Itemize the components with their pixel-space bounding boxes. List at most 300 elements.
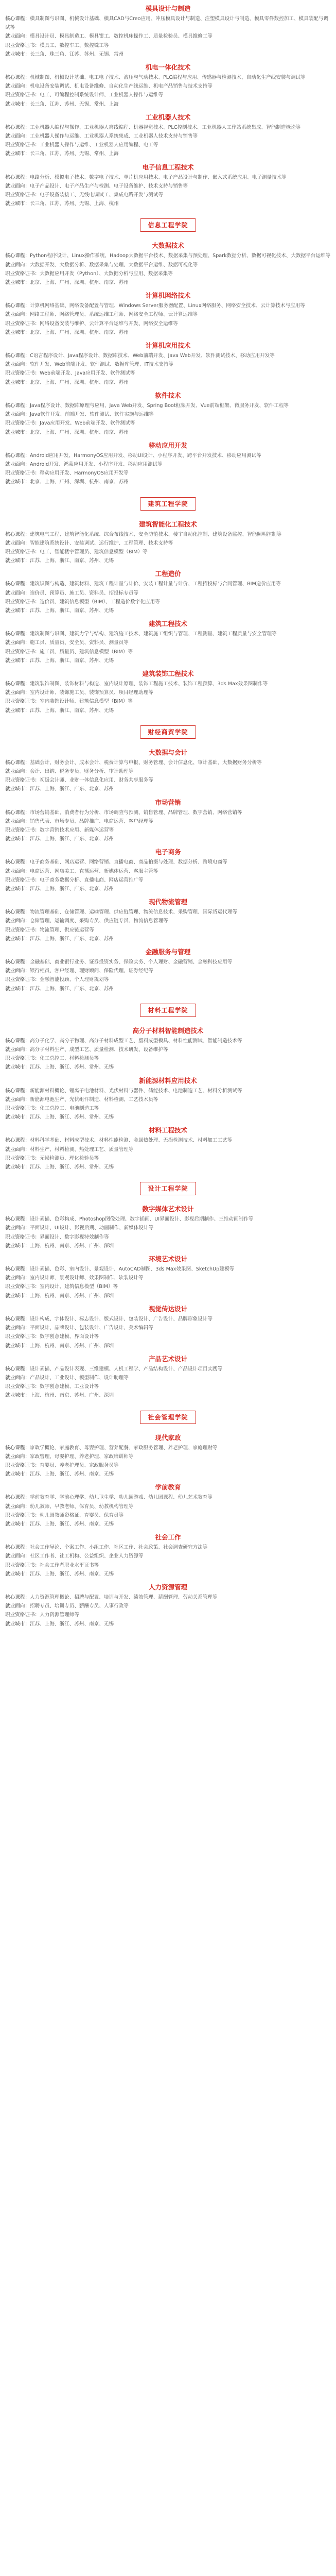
major-jobs-label: 就业面向：: [5, 768, 30, 774]
major-title: 高分子材料智能制造技术: [132, 1026, 204, 1035]
major-cities-row: [5, 1470, 331, 1479]
major-core-value: 物流管理基础、仓储管理、运输管理、供应链管理、物流信息技术、采购管理、国际货运代理等: [29, 909, 237, 916]
major-cert-label: 职业资格证书：: [5, 877, 40, 883]
major-cert-value: 网络设备安装与维护、云计算平台运维与开发、网络安全运维等: [40, 320, 178, 327]
major-cities-label: 就业城市：: [5, 558, 30, 564]
major-jobs-label: 就业面向：: [5, 1375, 30, 1381]
major-cert-row: [5, 776, 331, 785]
major-core-label: 核心课程：: [5, 1545, 30, 1551]
major-core-value: 学前教育学、学前心理学、幼儿卫生学、幼儿园游戏、幼儿园课程、幼儿艺术教育等: [29, 1495, 213, 1501]
major-core-row: [5, 580, 331, 588]
major-cert-label: 职业资格证书：: [5, 827, 40, 833]
major-cert-value: 数字创意建模、工业设计等: [40, 1384, 99, 1390]
major-jobs-value: 造价员、预算员、施工员、资料员、招投标专员等: [29, 590, 139, 596]
major-cert-value: 化工总控工、电池制造工等: [40, 1106, 99, 1112]
major-title: 移动应用开发: [148, 441, 187, 449]
major-core-value: 高分子化学、高分子物理、高分子材料成型工艺、塑料成型模具、材料性能测试、智能制造技术等: [29, 1038, 242, 1044]
major-core-value: 金融基础、商业银行业务、证券投资实务、保险实务、个人理财、金融营销、金融科技应用等: [29, 959, 233, 965]
major-core-value: 人力资源管理概论、招聘与配置、培训与开发、绩效管理、薪酬管理、劳动关系管理等: [29, 1594, 218, 1600]
major-core-label: 核心课程：: [5, 581, 30, 587]
major-title: 工程造价: [155, 570, 181, 578]
major-cities-label: 就业城市：: [5, 1064, 30, 1071]
college-title: 建筑工程学院: [140, 497, 196, 511]
major-title: 大数据与会计: [148, 748, 187, 756]
major-body: [5, 301, 331, 337]
major-core-label: 核心课程：: [5, 75, 30, 81]
major-cities-value: 江苏、上海、浙江、苏州、南京、无锡: [29, 1621, 114, 1627]
major-cities-label: 就业城市：: [5, 657, 30, 664]
major-cert-row: [5, 826, 331, 835]
major-jobs-value: 电商运营、网店美工、直播运营、新媒体运营、客服主管等: [29, 868, 158, 874]
major-cities-label: 就业城市：: [5, 1243, 30, 1249]
major-body: [5, 1136, 331, 1172]
major-cities-label: 就业城市：: [5, 607, 30, 614]
major-core-row: [5, 808, 331, 817]
major-core-label: 核心课程：: [5, 531, 30, 537]
major-cert-value: 幼儿园教师资格证、育婴员、保育员等: [40, 1512, 124, 1518]
major-cities-value: 上海、杭州、南京、苏州、广州、深圳: [29, 1343, 114, 1349]
major-cities-value: 江苏、上海、浙江、苏州、常州、无锡: [29, 1114, 114, 1121]
major-cities-row: [5, 835, 331, 843]
major-cities-row: [5, 935, 331, 943]
major-core-label: 核心课程：: [5, 452, 30, 459]
major-cert-row: [5, 469, 331, 478]
major-cities-label: 就业城市：: [5, 1293, 30, 1299]
major-core-row: [5, 1493, 331, 1502]
major-cities-label: 就业城市：: [5, 51, 30, 57]
major-core-value: 电路分析、模拟电子技术、数字电子技术、单片机应用技术、电子产品设计与制作、嵌入式系统应用、电子测量技术等: [29, 174, 287, 180]
major-cities-value: 上海、杭州、南京、苏州、广州、深圳: [29, 1393, 114, 1399]
major-block: [5, 947, 331, 993]
major-cities-label: 就业城市：: [5, 707, 30, 714]
major-cities-row: [5, 1242, 331, 1250]
major-core-value: 建筑识图与构造、建筑材料、建筑工程计量与计价、安装工程计量与计价、工程招投标与合同管理、BIM造价应用等: [29, 581, 281, 587]
major-core-value: 设计构成、字体设计、标志设计、版式设计、包装设计、广告设计、品牌形象设计等: [29, 1316, 213, 1322]
major-cert-row: [5, 1154, 331, 1163]
major-body: [5, 1493, 331, 1529]
major-jobs-value: 家政管理、母婴护理、养老护理、家政培训师等: [29, 1453, 134, 1460]
major-cities-label: 就业城市：: [5, 936, 30, 942]
major-jobs-label: 就业面向：: [5, 1503, 30, 1510]
major-cities-label: 就业城市：: [5, 1471, 30, 1478]
major-jobs-value: 施工员、质量员、安全员、资料员、测量员等: [29, 640, 129, 646]
major-cities-row: [5, 556, 331, 565]
major-jobs-row: [5, 589, 331, 598]
major-title: 人力资源管理: [148, 1583, 187, 1591]
major-cities-row: [5, 656, 331, 665]
major-cities-row: [5, 1391, 331, 1400]
major-core-row: [5, 1265, 331, 1274]
major-core-label: 核心课程：: [5, 1366, 30, 1372]
major-cities-label: 就业城市：: [5, 329, 30, 335]
major-core-row: [5, 858, 331, 867]
major-body: [5, 1315, 331, 1350]
major-jobs-label: 就业面向：: [5, 362, 30, 368]
major-block: [5, 241, 331, 287]
major-cities-label: 就业城市：: [5, 280, 30, 286]
major-cert-row: [5, 975, 331, 984]
major-jobs-row: [5, 1045, 331, 1054]
major-cities-row: [5, 885, 331, 893]
major-core-row: [5, 1215, 331, 1224]
major-cert-value: 人力资源管理师等: [40, 1612, 79, 1618]
major-core-label: 核心课程：: [5, 859, 30, 866]
major-cert-label: 职业资格证书：: [5, 1512, 40, 1518]
major-cities-label: 就业城市：: [5, 1164, 30, 1171]
major-cities-value: 北京、上海、广州、深圳、杭州、南京、苏州: [29, 379, 129, 385]
major-core-value: 工业机器人编程与操作、工业机器人离线编程、机器视觉技术、PLC控制技术、工业机器人工作站系统集成、智能制造概论等: [29, 124, 301, 130]
major-cert-value: 无损检测员、理化检验员等: [40, 1155, 99, 1161]
major-jobs-row: [5, 1502, 331, 1511]
college-banner: [5, 1411, 331, 1424]
major-cert-label: 职业资格证书：: [5, 649, 40, 655]
major-cert-value: 初级会计师、业财一体信息化应用、财务共享服务等: [40, 777, 153, 784]
major-cities-value: 北京、上海、广州、深圳、杭州、南京、苏州: [29, 280, 129, 286]
major-block: [5, 1126, 331, 1172]
major-body: [5, 351, 331, 387]
major-core-row: [5, 1444, 331, 1452]
major-jobs-value: 大数据开发、大数据分析、数据采集与处理、大数据平台运维、数据可视化等: [29, 262, 198, 268]
major-title: 现代家政: [155, 1433, 181, 1442]
major-cities-value: 上海、杭州、南京、苏州、广州、深圳: [29, 1293, 114, 1299]
major-cities-value: 江苏、上海、浙江、苏州、南京、无锡: [29, 1471, 114, 1478]
major-cert-value: 工业机器人操作与运维、工业机器人应用编程、电工等: [40, 142, 158, 148]
major-cert-value: 数字创意建模、界面设计等: [40, 1334, 99, 1340]
major-body: [5, 958, 331, 993]
major-cities-row: [5, 328, 331, 337]
major-jobs-label: 就业面向：: [5, 312, 30, 318]
major-jobs-label: 就业面向：: [5, 1096, 30, 1103]
major-cities-label: 就业城市：: [5, 1521, 30, 1527]
major-jobs-value: 银行柜员、客户经理、理财顾问、保险代理、证券经纪等: [29, 968, 153, 974]
major-body: [5, 251, 331, 287]
major-block: [5, 391, 331, 437]
major-jobs-value: 幼儿教师、早教老师、保育员、幼教机构管理等: [29, 1503, 134, 1510]
college-banner: [5, 497, 331, 511]
major-jobs-label: 就业面向：: [5, 183, 30, 189]
major-cert-label: 职业资格证书：: [5, 42, 40, 48]
major-core-row: [5, 351, 331, 360]
major-cert-value: 电工、可编程控制系统设计师、工业机器人操作与运维等: [40, 92, 163, 98]
major-cities-value: 江苏、上海、浙江、广东、北京、苏州: [29, 786, 114, 792]
major-body: [5, 530, 331, 566]
major-cities-value: 江苏、上海、浙江、南京、苏州、无锡: [29, 657, 114, 664]
major-body: [5, 758, 331, 794]
major-core-row: [5, 958, 331, 967]
major-jobs-value: 材料生产、材料检测、热处理工艺、质量管理等: [29, 1146, 134, 1153]
major-jobs-row: [5, 917, 331, 925]
major-cert-row: [5, 1511, 331, 1520]
major-core-row: [5, 1136, 331, 1145]
major-core-value: 建筑装饰制图、装饰材料与构造、室内设计原理、装饰工程施工技术、装饰工程预算、3ds Max效果图制作等: [29, 681, 268, 687]
major-cert-value: 电工、智能楼宇管理员、建筑信息模型（BIM）等: [40, 549, 148, 555]
major-cities-row: [5, 50, 331, 59]
major-jobs-row: [5, 1374, 331, 1382]
major-core-row: [5, 401, 331, 410]
major-title: 软件技术: [155, 391, 181, 399]
major-body: [5, 173, 331, 209]
major-core-value: Python程序设计、Linux操作系统、Hadoop大数据平台技术、数据采集与预处理、Spark数据分析、数据可视化技术、大数据平台运维等: [29, 253, 331, 259]
major-cities-row: [5, 1113, 331, 1122]
major-cities-value: 江苏、上海、浙江、广东、北京、苏州: [29, 836, 114, 842]
major-cities-label: 就业城市：: [5, 1621, 30, 1627]
major-jobs-value: 产品设计、工业设计、模型制作、设计助理等: [29, 1375, 129, 1381]
major-cert-value: Web前端开发、Java应用开发、软件测试等: [40, 370, 135, 377]
college-banner: [5, 218, 331, 232]
major-block: [5, 1205, 331, 1250]
major-cities-label: 就业城市：: [5, 1393, 30, 1399]
major-cities-value: 江苏、上海、浙江、苏州、常州、无锡: [29, 1064, 114, 1071]
major-cities-row: [5, 100, 331, 109]
major-jobs-label: 就业面向：: [5, 590, 30, 596]
major-cities-label: 就业城市：: [5, 1114, 30, 1121]
major-cert-value: 室内设计、建筑信息模型（BIM）等: [40, 1284, 118, 1290]
major-cert-label: 职业资格证书：: [5, 1284, 40, 1290]
major-jobs-label: 就业面向：: [5, 690, 30, 696]
major-core-label: 核心课程：: [5, 631, 30, 637]
major-jobs-row: [5, 261, 331, 269]
major-cert-row: [5, 697, 331, 706]
major-jobs-label: 就业面向：: [5, 1453, 30, 1460]
major-cities-row: [5, 1292, 331, 1300]
major-core-row: [5, 630, 331, 638]
major-jobs-label: 就业面向：: [5, 818, 30, 824]
major-jobs-label: 就业面向：: [5, 918, 30, 924]
major-jobs-value: 工业机器人操作与运维、工业机器人系统集成、工业机器人技术支持与销售等: [29, 133, 198, 140]
major-title: 建筑装饰工程技术: [142, 669, 194, 677]
major-jobs-row: [5, 1602, 331, 1611]
major-cert-label: 职业资格证书：: [5, 1056, 40, 1062]
major-title: 电子信息工程技术: [142, 163, 194, 171]
major-core-label: 核心课程：: [5, 303, 30, 309]
major-jobs-value: 招聘专员、培训专员、薪酬专员、人事行政等: [29, 1603, 129, 1609]
major-core-row: [5, 680, 331, 688]
major-cities-value: 北京、上海、广州、深圳、杭州、南京、苏州: [29, 329, 129, 335]
major-jobs-label: 就业面向：: [5, 83, 30, 90]
major-cert-value: 数字营销技术应用、新媒体运营等: [40, 827, 114, 833]
major-core-row: [5, 1315, 331, 1324]
major-core-value: 新能源材料概论、锂离子电池材料、光伏材料与器件、储能技术、电池制造工艺、材料分析测试等: [29, 1088, 242, 1094]
major-cert-row: [5, 1233, 331, 1242]
major-title: 机电一体化技术: [145, 63, 191, 72]
major-cities-row: [5, 1063, 331, 1072]
major-core-row: [5, 908, 331, 917]
major-jobs-label: 就业面向：: [5, 1146, 30, 1153]
major-jobs-value: 平面设计、品牌设计、包装设计、广告设计、美术编辑等: [29, 1325, 153, 1331]
major-cert-label: 职业资格证书：: [5, 599, 40, 605]
major-cert-value: 大数据应用开发（Python）、大数据分析与应用、数据采集等: [40, 270, 173, 277]
college-title: 财经商贸学院: [140, 725, 196, 739]
major-jobs-row: [5, 1452, 331, 1461]
major-core-value: 计算机网络基础、网络设备配置与管理、Windows Server服务器配置、Linux网络服务、网络安全技术、云计算技术与应用等: [29, 303, 305, 309]
major-cert-row: [5, 1382, 331, 1391]
major-cert-label: 职业资格证书：: [5, 1234, 40, 1240]
major-body: [5, 630, 331, 665]
major-cert-label: 职业资格证书：: [5, 1106, 40, 1112]
major-core-label: 核心课程：: [5, 253, 30, 259]
major-body: [5, 580, 331, 615]
major-cert-row: [5, 648, 331, 656]
major-title: 模具设计与制造: [145, 5, 191, 12]
major-jobs-value: 智能建筑系统设计、安装调试、运行维护、工程管理、技术支持等: [29, 540, 173, 546]
major-jobs-row: [5, 1095, 331, 1104]
college-title: 社会管理学院: [140, 1411, 196, 1424]
major-core-value: 电子商务基础、网店运营、网络营销、直播电商、商品拍摄与处理、数据分析、跨境电商等: [29, 859, 227, 866]
major-core-row: [5, 1365, 331, 1374]
major-jobs-value: 仓储管理、运输调度、采购专员、供应链专员、物流信息管理等: [29, 918, 168, 924]
major-jobs-value: 机电设备安装调试、机电设备维修、自动化生产线运维、机电产品销售与技术支持等: [29, 83, 213, 90]
major-cert-label: 职业资格证书：: [5, 192, 40, 198]
major-jobs-value: 社区工作者、社工机构、公益组织、企业人力资源等: [29, 1553, 144, 1560]
major-cert-label: 职业资格证书：: [5, 777, 40, 784]
major-body: [5, 123, 331, 159]
major-core-row: [5, 1543, 331, 1552]
major-core-row: [5, 73, 331, 82]
major-core-label: 核心课程：: [5, 174, 30, 180]
major-cities-row: [5, 278, 331, 287]
major-block: [5, 341, 331, 387]
major-title: 数字媒体艺术设计: [142, 1205, 194, 1213]
major-cities-value: 长三角、珠三角、江苏、苏州、无锡、常州: [29, 51, 124, 57]
major-core-row: [5, 173, 331, 182]
major-jobs-label: 就业面向：: [5, 968, 30, 974]
major-title: 市场营销: [155, 798, 181, 806]
major-cities-row: [5, 478, 331, 486]
major-cities-label: 就业城市：: [5, 201, 30, 207]
major-cities-value: 江苏、上海、浙江、苏州、南京、无锡: [29, 1521, 114, 1527]
college-banner: [5, 1004, 331, 1017]
major-body: [5, 1265, 331, 1300]
major-cities-value: 长三角、江苏、苏州、无锡、上海、杭州: [29, 201, 119, 207]
major-cities-row: [5, 606, 331, 615]
major-jobs-label: 就业面向：: [5, 540, 30, 546]
major-block: [5, 798, 331, 844]
major-block: [5, 291, 331, 337]
major-block: [5, 163, 331, 209]
major-cities-value: 江苏、上海、浙江、广东、北京、苏州: [29, 886, 114, 892]
major-jobs-value: 会计、出纳、税务专员、财务分析、审计助理等: [29, 768, 134, 774]
major-core-label: 核心课程：: [5, 16, 30, 22]
major-cert-label: 职业资格证书：: [5, 1334, 40, 1340]
major-block: [5, 1354, 331, 1400]
major-cert-row: [5, 369, 331, 378]
major-core-row: [5, 758, 331, 767]
major-core-label: 核心课程：: [5, 1138, 30, 1144]
major-jobs-value: 高分子材料生产、成型工艺、质量检测、技术研发、设备维护等: [29, 1047, 168, 1053]
major-jobs-row: [5, 82, 331, 91]
major-title: 建筑工程技术: [148, 620, 187, 628]
major-cert-row: [5, 598, 331, 606]
major-core-value: 社会工作导论、个案工作、小组工作、社区工作、社会政策、社会调查研究方法等: [29, 1545, 208, 1551]
major-jobs-value: 电子产品设计、电子产品生产与检测、电子设备维护、技术支持与销售等: [29, 183, 188, 189]
college-title: 材料工程学院: [140, 1004, 196, 1017]
major-cert-value: 移动应用开发、HarmonyOS应用开发等: [40, 470, 129, 477]
major-block: [5, 1255, 331, 1300]
major-title: 金融服务与管理: [145, 948, 191, 956]
major-core-row: [5, 251, 331, 260]
major-cert-label: 职业资格证书：: [5, 549, 40, 555]
major-cities-row: [5, 1620, 331, 1629]
major-core-label: 核心课程：: [5, 1038, 30, 1044]
major-core-label: 核心课程：: [5, 681, 30, 687]
major-core-label: 核心课程：: [5, 759, 30, 766]
major-jobs-row: [5, 539, 331, 548]
major-jobs-value: 室内设计师、景观设计师、效果图制作、软装设计等: [29, 1275, 144, 1281]
major-cert-row: [5, 419, 331, 428]
major-core-label: 核心课程：: [5, 1216, 30, 1223]
major-core-value: C语言程序设计、Java程序设计、数据库技术、Web前端开发、Java Web开发、软件测试技术、移动应用开发等: [29, 353, 275, 359]
major-cert-value: 造价员、建筑信息模型（BIM）、工程造价数字化应用等: [40, 599, 160, 605]
major-jobs-row: [5, 360, 331, 369]
major-block: [5, 1583, 331, 1629]
major-jobs-row: [5, 638, 331, 647]
major-cert-row: [5, 1611, 331, 1619]
major-cert-label: 职业资格证书：: [5, 977, 40, 983]
major-core-value: Android应用开发、HarmonyOS应用开发、移动UI设计、小程序开发、跨平台开发技术、移动应用测试等: [29, 452, 261, 459]
major-core-label: 核心课程：: [5, 402, 30, 409]
major-title: 建筑智能化工程技术: [139, 520, 197, 528]
major-cert-label: 职业资格证书：: [5, 270, 40, 277]
major-core-label: 核心课程：: [5, 959, 30, 965]
major-block: [5, 1304, 331, 1350]
major-title: 视觉传达设计: [148, 1304, 187, 1313]
major-cert-label: 职业资格证书：: [5, 927, 40, 933]
major-jobs-row: [5, 1224, 331, 1232]
major-jobs-label: 就业面向：: [5, 133, 30, 140]
major-jobs-value: 新能源电池生产、光伏组件制造、材料检测、工艺技术员等: [29, 1096, 158, 1103]
major-cities-row: [5, 785, 331, 793]
major-cert-value: 物流管理、供应链运营等: [40, 927, 94, 933]
major-cities-value: 江苏、上海、浙江、南京、苏州、无锡: [29, 558, 114, 564]
major-jobs-row: [5, 32, 331, 41]
major-cities-value: 江苏、上海、浙江、南京、苏州、无锡: [29, 607, 114, 614]
major-cities-row: [5, 428, 331, 437]
major-core-row: [5, 451, 331, 460]
major-block: [5, 1483, 331, 1529]
major-jobs-value: 销售代表、市场专员、品牌推广、电商运营、客户经理等: [29, 818, 153, 824]
major-jobs-label: 就业面向：: [5, 262, 30, 268]
major-jobs-row: [5, 460, 331, 469]
major-block: [5, 619, 331, 665]
major-core-label: 核心课程：: [5, 1088, 30, 1094]
major-jobs-value: 网络工程师、网络管理员、系统运维工程师、网络安全工程师、云计算运维等: [29, 312, 198, 318]
major-core-value: 机械制图、机械设计基础、电工电子技术、液压与气动技术、PLC编程与应用、传感器与检测技术、自动化生产线安装与调试等: [29, 75, 306, 81]
major-jobs-row: [5, 1324, 331, 1332]
major-core-value: Java程序设计、数据库原理与应用、Java Web开发、Spring Boot框架开发、Vue前端框架、微服务开发、软件工程等: [29, 402, 289, 409]
major-cert-row: [5, 1461, 331, 1470]
major-body: [5, 858, 331, 893]
major-jobs-value: 模具设计员、模具制造工、模具钳工、数控机床操作工、质量检验员、模具维修工等: [29, 33, 213, 40]
college-title: 设计工程学院: [140, 1182, 196, 1195]
major-jobs-value: 软件开发、Web前端开发、软件测试、数据库管理、IT技术支持等: [29, 362, 174, 368]
major-core-value: 材料科学基础、材料成型技术、材料性能检测、金属热处理、无损检测技术、材料加工工艺等: [29, 1138, 233, 1144]
major-jobs-row: [5, 967, 331, 975]
major-cert-row: [5, 41, 331, 50]
major-jobs-value: Android开发、鸿蒙应用开发、小程序开发、移动应用测试等: [29, 461, 163, 467]
major-cert-value: 金融智能投顾、个人理财规划等: [40, 977, 109, 983]
major-jobs-value: 平面设计、UI设计、影视后期、动画制作、新媒体设计等: [29, 1225, 154, 1231]
major-cert-row: [5, 1282, 331, 1291]
major-cert-row: [5, 876, 331, 885]
major-cert-value: 化工总控工、材料检测员等: [40, 1056, 99, 1062]
major-block: [5, 669, 331, 715]
major-cities-row: [5, 1520, 331, 1529]
major-core-value: 家政学概论、家庭教育、母婴护理、营养配餐、家政服务管理、养老护理、家庭理财等: [29, 1445, 218, 1451]
major-jobs-row: [5, 1552, 331, 1561]
major-core-row: [5, 14, 331, 32]
major-cert-label: 职业资格证书：: [5, 92, 40, 98]
major-cities-label: 就业城市：: [5, 151, 30, 157]
